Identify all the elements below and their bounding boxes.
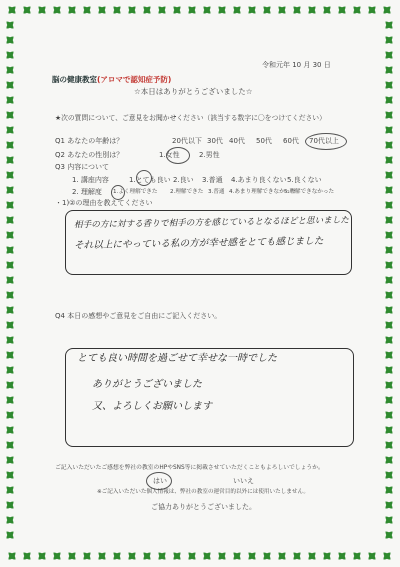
q3-label: Q3 内容について <box>55 163 110 171</box>
border-leaf-icon <box>3 348 17 362</box>
q2-option-1[interactable]: 1.女性 <box>159 151 180 159</box>
intro-text: ★次の質問について、ご意見をお聞かせください（該当する数字に〇をつけてください） <box>55 114 326 122</box>
footer-consent: ご記入いただいたご感想を弊社の教室のHPやSNS等に掲載させていただくこともよろしいでしょうか。 <box>55 465 324 471</box>
border-leaf-icon <box>382 288 396 302</box>
border-leaf-icon <box>3 153 17 167</box>
border-leaf-icon <box>382 33 396 47</box>
border-leaf-icon <box>170 549 184 563</box>
border-leaf-icon <box>95 549 109 563</box>
border-leaf-icon <box>3 438 17 452</box>
border-leaf-icon <box>20 549 34 563</box>
border-leaf-icon <box>215 3 229 17</box>
border-leaf-icon <box>382 258 396 272</box>
border-leaf-icon <box>80 549 94 563</box>
border-leaf-icon <box>185 549 199 563</box>
border-leaf-icon <box>382 168 396 182</box>
footer-note: ※ご記入いただいた個人情報は、弊社の教室の運営目的以外には使用いたしません。 <box>97 489 309 495</box>
border-leaf-icon <box>110 3 124 17</box>
border-leaf-icon <box>382 153 396 167</box>
border-leaf-icon <box>3 213 17 227</box>
border-leaf-icon <box>155 549 169 563</box>
q1-option-2[interactable]: 30代 <box>207 137 223 145</box>
border-leaf-icon <box>20 3 34 17</box>
border-leaf-icon <box>382 513 396 527</box>
border-leaf-icon <box>170 3 184 17</box>
q3-row2-selected-circle <box>111 185 125 200</box>
border-leaf-icon <box>382 528 396 542</box>
border-leaf-icon <box>305 3 319 17</box>
border-leaf-icon <box>335 3 349 17</box>
border-leaf-icon <box>382 108 396 122</box>
border-leaf-icon <box>365 3 379 17</box>
border-leaf-icon <box>320 549 334 563</box>
title-prefix: 脳の健康教室 <box>52 75 97 84</box>
border-leaf-icon <box>3 393 17 407</box>
q3-row1-option-1[interactable]: 1.とても良い <box>129 176 171 184</box>
q1-option-4[interactable]: 50代 <box>256 137 272 145</box>
border-leaf-icon <box>3 453 17 467</box>
border-leaf-icon <box>200 3 214 17</box>
border-leaf-icon <box>245 549 259 563</box>
border-leaf-icon <box>3 243 17 257</box>
border-leaf-icon <box>230 3 244 17</box>
border-leaf-icon <box>3 333 17 347</box>
q1-selected-circle <box>305 133 347 150</box>
border-leaf-icon <box>382 243 396 257</box>
border-leaf-icon <box>382 393 396 407</box>
border-leaf-icon <box>35 3 49 17</box>
q1-option-1[interactable]: 20代以下 <box>172 137 202 145</box>
border-leaf-icon <box>275 549 289 563</box>
q3-row2-option-5[interactable]: 5.理解できなかった <box>284 189 335 195</box>
border-leaf-icon <box>5 549 19 563</box>
border-leaf-icon <box>382 18 396 32</box>
q4-answer-line-1: とても良い時間を過ごせて幸せな一時でした <box>77 353 277 364</box>
border-leaf-icon <box>3 78 17 92</box>
border-leaf-icon <box>3 423 17 437</box>
border-leaf-icon <box>382 273 396 287</box>
q2-selected-circle <box>166 147 190 164</box>
q3-row1-option-4[interactable]: 4.あまり良くない <box>231 176 287 184</box>
border-leaf-icon <box>290 549 304 563</box>
border-leaf-icon <box>3 258 17 272</box>
border-leaf-icon <box>260 549 274 563</box>
border-leaf-icon <box>382 498 396 512</box>
border-leaf-icon <box>382 183 396 197</box>
border-leaf-icon <box>305 549 319 563</box>
border-leaf-icon <box>125 549 139 563</box>
border-leaf-icon <box>382 63 396 77</box>
q1-label: Q1 あなたの年齢は？ <box>55 137 124 145</box>
survey-title <box>52 75 171 84</box>
q3-row2-label: 2. 理解度 <box>72 188 102 196</box>
consent-no[interactable]: いいえ <box>233 477 254 485</box>
reason-answer-line-1: 相手の方に対する香りで相手の方を感じているとなるほどと思いました <box>73 215 350 231</box>
border-leaf-icon <box>245 3 259 17</box>
border-leaf-icon <box>382 213 396 227</box>
border-leaf-icon <box>382 198 396 212</box>
border-leaf-icon <box>335 549 349 563</box>
border-leaf-icon <box>3 513 17 527</box>
border-leaf-icon <box>380 549 394 563</box>
border-leaf-icon <box>382 453 396 467</box>
border-leaf-icon <box>382 228 396 242</box>
q1-option-3[interactable]: 40代 <box>229 137 245 145</box>
border-leaf-icon <box>382 483 396 497</box>
q3-row2-option-2[interactable]: 2.理解できた <box>170 189 204 195</box>
border-leaf-icon <box>3 273 17 287</box>
border-leaf-icon <box>382 348 396 362</box>
border-leaf-icon <box>230 549 244 563</box>
q2-label: Q2 あなたの性別は？ <box>55 151 124 159</box>
border-leaf-icon <box>350 549 364 563</box>
border-leaf-icon <box>65 3 79 17</box>
footer-closing: ご協力ありがとうございました。 <box>151 503 256 511</box>
title-highlight: (アロマで認知症予防) <box>97 75 172 84</box>
border-leaf-icon <box>382 303 396 317</box>
q3-row1-selected-circle <box>136 170 152 186</box>
border-leaf-icon <box>200 549 214 563</box>
reason-prompt: ・1)②の理由を教えてください <box>55 199 153 207</box>
border-leaf-icon <box>3 63 17 77</box>
border-leaf-icon <box>382 318 396 332</box>
border-leaf-icon <box>365 549 379 563</box>
q2-option-2[interactable]: 2.男性 <box>199 151 220 159</box>
border-leaf-icon <box>3 363 17 377</box>
border-leaf-icon <box>3 168 17 182</box>
border-leaf-icon <box>35 549 49 563</box>
border-leaf-icon <box>3 228 17 242</box>
border-leaf-icon <box>382 423 396 437</box>
q4-label: Q4 本日の感想やご意見をご自由にご記入ください。 <box>55 312 222 320</box>
border-leaf-icon <box>140 3 154 17</box>
border-leaf-icon <box>185 3 199 17</box>
border-leaf-icon <box>125 3 139 17</box>
border-leaf-icon <box>155 3 169 17</box>
border-leaf-icon <box>3 33 17 47</box>
q4-answer-line-3: 又、よろしくお願いします <box>92 401 212 412</box>
q3-row1-label: 1. 講座内容 <box>72 176 109 184</box>
border-leaf-icon <box>382 378 396 392</box>
q4-answer-line-2: ありがとうございました <box>92 379 202 390</box>
q3-row1-option-2[interactable]: 2.良い <box>173 176 194 184</box>
q3-row2-option-4[interactable]: 4.あまり理解できなかった <box>229 189 296 195</box>
border-leaf-icon <box>380 3 394 17</box>
border-leaf-icon <box>320 3 334 17</box>
border-leaf-icon <box>80 3 94 17</box>
border-leaf-icon <box>3 138 17 152</box>
border-leaf-icon <box>3 108 17 122</box>
border-leaf-icon <box>382 408 396 422</box>
border-leaf-icon <box>3 408 17 422</box>
q3-row1-option-3[interactable]: 3.普通 <box>202 176 223 184</box>
border-leaf-icon <box>382 93 396 107</box>
border-leaf-icon <box>3 483 17 497</box>
border-leaf-icon <box>3 93 17 107</box>
border-leaf-icon <box>382 333 396 347</box>
q1-option-6[interactable]: 70代以上 <box>309 137 339 145</box>
border-leaf-icon <box>50 549 64 563</box>
survey-date: 令和元年 10 月 30 日 <box>262 61 331 69</box>
border-leaf-icon <box>3 288 17 302</box>
border-leaf-icon <box>382 468 396 482</box>
consent-yes[interactable]: はい <box>153 477 167 485</box>
border-leaf-icon <box>215 549 229 563</box>
thanks-heading: ☆本日はありがとうございました☆ <box>134 87 253 96</box>
border-leaf-icon <box>382 138 396 152</box>
border-leaf-icon <box>382 363 396 377</box>
border-leaf-icon <box>382 123 396 137</box>
border-leaf-icon <box>3 318 17 332</box>
border-leaf-icon <box>65 549 79 563</box>
border-leaf-icon <box>3 378 17 392</box>
border-leaf-icon <box>350 3 364 17</box>
q3-row1-option-5[interactable]: 5.良くない <box>287 176 322 184</box>
border-leaf-icon <box>3 198 17 212</box>
border-leaf-icon <box>3 183 17 197</box>
border-leaf-icon <box>382 438 396 452</box>
border-leaf-icon <box>5 3 19 17</box>
border-leaf-icon <box>95 3 109 17</box>
q1-option-5[interactable]: 60代 <box>283 137 299 145</box>
border-leaf-icon <box>3 123 17 137</box>
border-leaf-icon <box>3 498 17 512</box>
border-leaf-icon <box>3 528 17 542</box>
border-leaf-icon <box>275 3 289 17</box>
border-leaf-icon <box>260 3 274 17</box>
border-leaf-icon <box>3 18 17 32</box>
border-leaf-icon <box>382 78 396 92</box>
border-leaf-icon <box>3 468 17 482</box>
border-leaf-icon <box>140 549 154 563</box>
border-leaf-icon <box>290 3 304 17</box>
border-leaf-icon <box>110 549 124 563</box>
border-leaf-icon <box>50 3 64 17</box>
border-leaf-icon <box>3 303 17 317</box>
border-leaf-icon <box>3 48 17 62</box>
border-leaf-icon <box>382 48 396 62</box>
q3-row2-option-3[interactable]: 3.普通 <box>208 189 225 195</box>
q3-row2-option-1[interactable]: 1.よく理解できた <box>113 189 158 195</box>
reason-answer-line-2: それ以上にやっている私の方が幸せ感をとても感じました <box>73 235 324 252</box>
